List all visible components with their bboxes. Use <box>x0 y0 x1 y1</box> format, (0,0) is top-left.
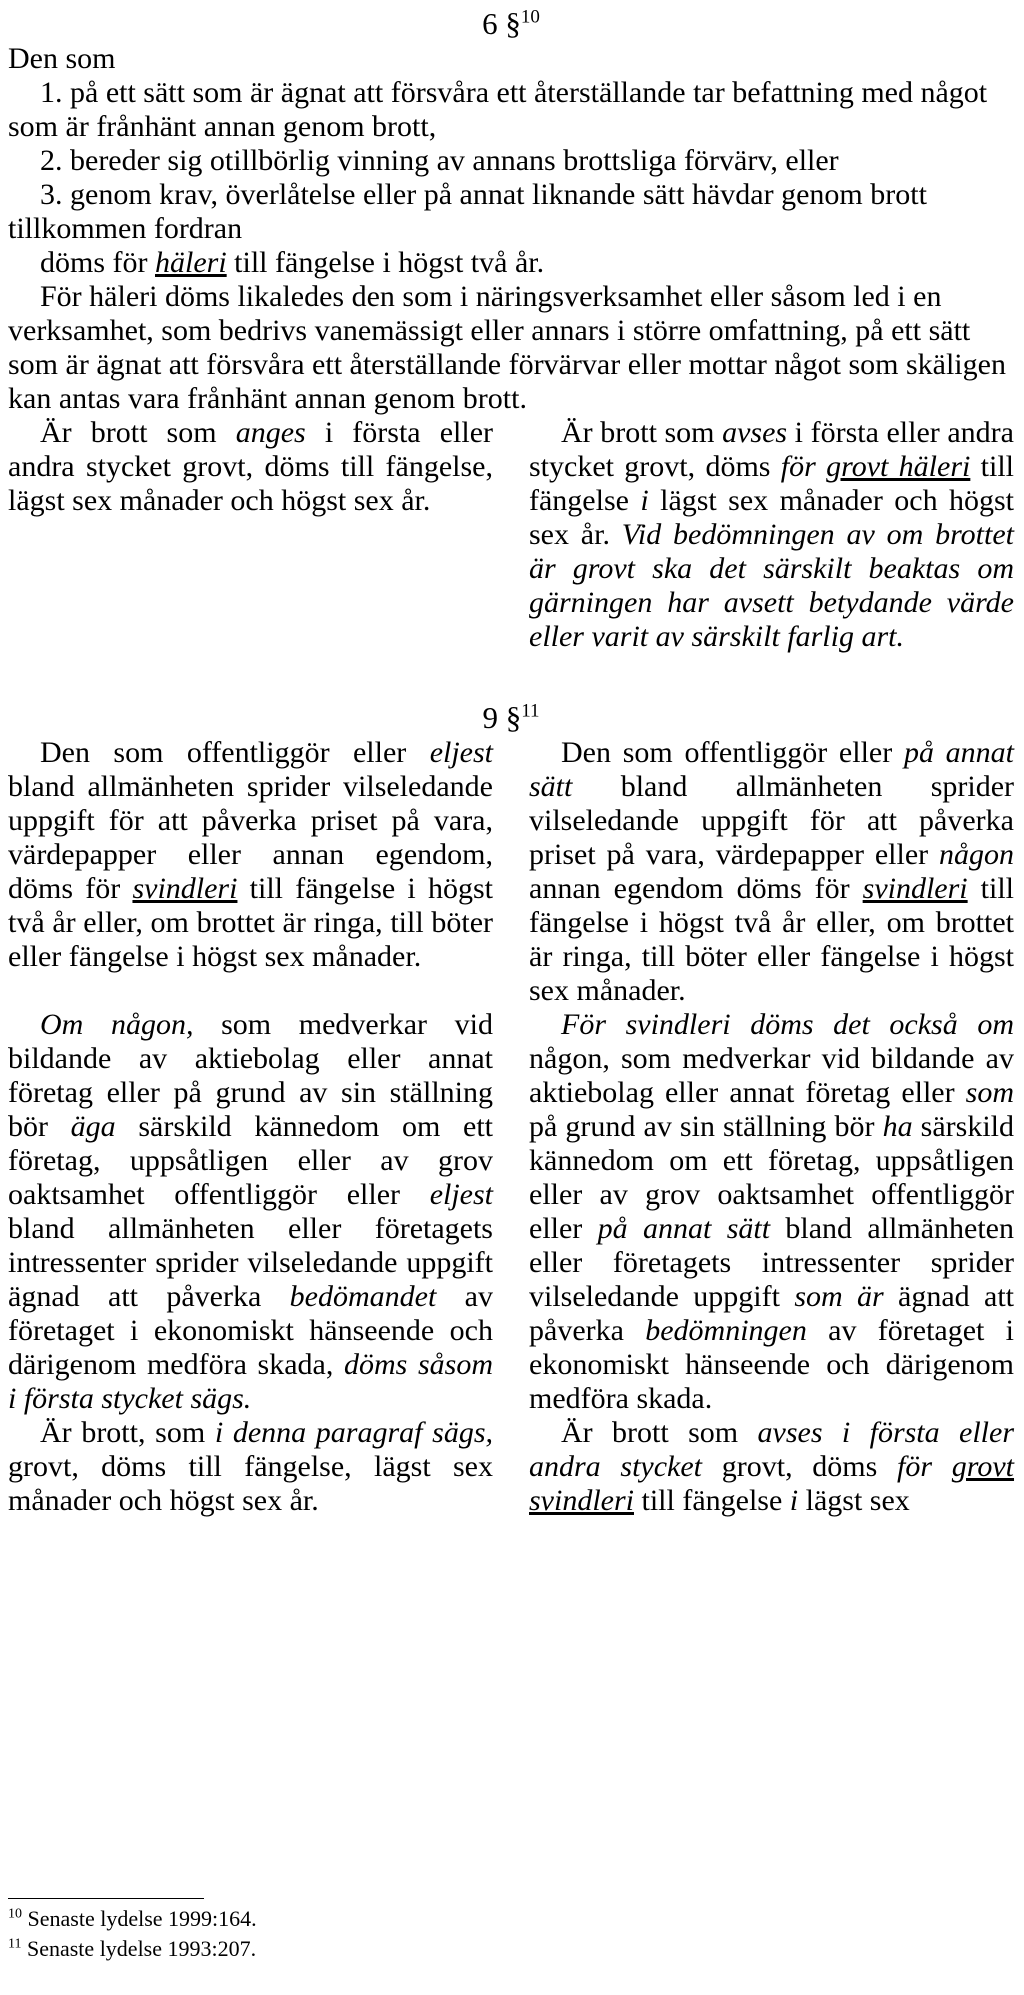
paragraph-1-old: Den som offentliggör eller eljest bland allmänheten sprider vilseledande uppgift för att påverka priset på vara, värdepapper eller annan egendom, döms för svindleri till fängelse i högst två år eller, om brottet är ringa, till böter eller fängelse i högst sex månader. <box>8 736 493 973</box>
section-number: 6 § <box>482 6 521 41</box>
list-item-1: 1. på ett sätt som är ägnat att försvåra ett återställande tar befattning med något som är frånhänt annan genom brott, <box>8 76 988 143</box>
footnote-10: $^{10}$ Senaste lydelse 1999:164. <box>8 1906 257 1931</box>
paragraph-grovt-new: Är brott som avses i första eller andra stycket grovt, döms för grovt häleri till fängelse i lägst sex månader och högst sex år. Vid bedömningen av om brottet är grovt ska det särskilt beaktas om gärningen har avsett betydande värde eller varit av särskilt farlig art. <box>529 416 1015 653</box>
footnote-divider <box>8 1898 204 1899</box>
footnote-ref: 10 <box>520 6 540 28</box>
right-column-new-text <box>529 416 1014 654</box>
right-column-new-text <box>529 736 1014 1518</box>
paragraph-3-old: Är brott, som i denna paragraf sägs, grovt, döms till fängelse, lägst sex månader och högst sex år. <box>8 1416 494 1517</box>
paragraph-2: För häleri döms likaledes den som i näringsverksamhet eller såsom led i en verksamhet, som bedrivs vanemässigt eller annars i större omfattning, på ett sätt som är ägnat att försvåra ett återställande förvärvar eller mottar något som skäligen kan antas vara frånhänt annan genom brott. <box>8 280 1006 415</box>
list-item-3: 3. genom krav, överlåtelse eller på annat liknande sätt hävdar genom brott tillkommen fordran <box>8 178 927 245</box>
penalty-text: döms för häleri till fängelse i högst två år. <box>40 246 545 279</box>
list-item-2: 2. bereder sig otillbörlig vinning av annans brottsliga förvärv, eller <box>40 144 839 177</box>
paragraph-grovt-old: Är brott som anges i första eller andra stycket grovt, döms till fängelse, lägst sex månader och högst sex år. <box>8 416 494 517</box>
section-6-heading <box>8 6 1014 42</box>
section-6-full-width <box>8 42 1014 416</box>
section-9-columns <box>8 736 1014 1518</box>
footnote-11: $^{11}$ Senaste lydelse 1993:207. <box>8 1936 257 1961</box>
paragraph-2-new: För svindleri döms det också om någon, som medverkar vid bildande av aktiebolag eller annat företag eller som på grund av sin ställning bör ha särskild kännedom om ett företag, uppsåtligen eller av grov oaktsamhet offentliggör eller på annat sätt bland allmänheten eller företagets intressenter sprider vilseledande uppgift som är ägnad att påverka bedömningen av företaget i ekonomiskt hänseende och därigenom medföra skada. <box>529 1008 1015 1415</box>
left-column-old-text <box>8 416 493 654</box>
intro-text: Den som <box>8 42 116 75</box>
paragraph-3-new: Är brott som avses i första eller andra stycket grovt, döms för grovt svindleri till fängelse i lägst sex <box>529 1416 1015 1517</box>
section-number: 9 § <box>482 700 522 735</box>
footnote-ref: 11 <box>521 700 540 722</box>
left-column-old-text <box>8 736 493 1518</box>
paragraph-2-old: Om någon, som medverkar vid bildande av aktiebolag eller annat företag eller på grund av sin ställning bör äga särskild kännedom om ett företag, uppsåtligen eller av grov oaktsamhet offentliggör eller eljest bland allmänheten eller företagets intressenter sprider vilseledande uppgift ägnad att påverka bedömandet av företaget i ekonomiskt hänseende och därigenom medföra skada, döms såsom i första stycket sägs. <box>8 1008 494 1415</box>
section-6-columns <box>8 416 1014 654</box>
paragraph-1-new: Den som offentliggör eller på annat sätt bland allmänheten sprider vilseledande uppgift för att påverka priset på vara, värdepapper eller någon annan egendom döms för svindleri till fängelse i högst två år eller, om brottet är ringa, till böter eller fängelse i högst sex månader. <box>529 736 1014 1007</box>
document-page <box>8 0 1014 1518</box>
section-9-heading <box>8 700 1014 736</box>
